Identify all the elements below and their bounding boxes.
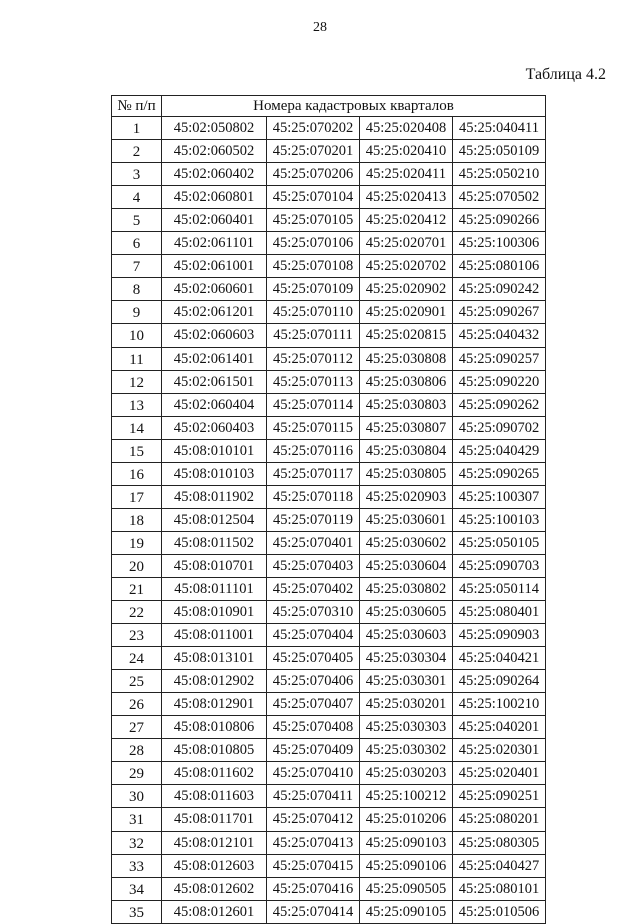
cadastral-number-cell: 45:25:080305 bbox=[453, 831, 546, 854]
cadastral-number-cell: 45:25:020901 bbox=[360, 301, 453, 324]
cadastral-number-cell: 45:25:090262 bbox=[453, 393, 546, 416]
cadastral-number-cell: 45:25:070110 bbox=[267, 301, 360, 324]
cadastral-number-cell: 45:02:060403 bbox=[162, 416, 267, 439]
cadastral-number-cell: 45:25:070118 bbox=[267, 485, 360, 508]
table-header-row bbox=[112, 96, 546, 117]
cadastral-number-cell: 45:25:020902 bbox=[360, 278, 453, 301]
cadastral-number-cell: 45:25:070416 bbox=[267, 877, 360, 900]
row-index: 34 bbox=[112, 877, 162, 900]
row-index: 10 bbox=[112, 324, 162, 347]
table-row bbox=[112, 739, 546, 762]
row-index: 35 bbox=[112, 900, 162, 923]
cadastral-number-cell: 45:08:012504 bbox=[162, 508, 267, 531]
cadastral-number-cell: 45:25:030808 bbox=[360, 347, 453, 370]
cadastral-number-cell: 45:25:070117 bbox=[267, 462, 360, 485]
row-index: 6 bbox=[112, 232, 162, 255]
cadastral-number-cell: 45:25:040427 bbox=[453, 854, 546, 877]
cadastral-number-cell: 45:25:090105 bbox=[360, 900, 453, 923]
cadastral-number-cell: 45:25:090103 bbox=[360, 831, 453, 854]
cadastral-number-cell: 45:25:090267 bbox=[453, 301, 546, 324]
cadastral-number-cell: 45:25:100210 bbox=[453, 693, 546, 716]
row-index: 17 bbox=[112, 485, 162, 508]
cadastral-number-cell: 45:25:080201 bbox=[453, 808, 546, 831]
cadastral-number-cell: 45:25:040429 bbox=[453, 439, 546, 462]
table-row bbox=[112, 209, 546, 232]
cadastral-number-cell: 45:02:061101 bbox=[162, 232, 267, 255]
cadastral-number-cell: 45:25:030601 bbox=[360, 508, 453, 531]
cadastral-number-cell: 45:25:020702 bbox=[360, 255, 453, 278]
table-row bbox=[112, 601, 546, 624]
cadastral-number-cell: 45:25:010206 bbox=[360, 808, 453, 831]
cadastral-number-cell: 45:25:020408 bbox=[360, 117, 453, 140]
cadastral-number-cell: 45:25:070409 bbox=[267, 739, 360, 762]
table-row bbox=[112, 301, 546, 324]
cadastral-number-cell: 45:25:020401 bbox=[453, 762, 546, 785]
cadastral-number-cell: 45:25:070413 bbox=[267, 831, 360, 854]
cadastral-number-cell: 45:25:090220 bbox=[453, 370, 546, 393]
cadastral-number-cell: 45:25:020413 bbox=[360, 186, 453, 209]
cadastral-number-cell: 45:02:061001 bbox=[162, 255, 267, 278]
cadastral-number-cell: 45:08:010103 bbox=[162, 462, 267, 485]
table-row bbox=[112, 140, 546, 163]
cadastral-number-cell: 45:25:030806 bbox=[360, 370, 453, 393]
table-row bbox=[112, 693, 546, 716]
cadastral-number-cell: 45:25:030602 bbox=[360, 531, 453, 554]
table-row bbox=[112, 854, 546, 877]
cadastral-number-cell: 45:25:070407 bbox=[267, 693, 360, 716]
table-row bbox=[112, 762, 546, 785]
row-index: 13 bbox=[112, 393, 162, 416]
cadastral-number-cell: 45:08:012602 bbox=[162, 877, 267, 900]
table-row bbox=[112, 624, 546, 647]
row-index: 15 bbox=[112, 439, 162, 462]
row-index: 32 bbox=[112, 831, 162, 854]
cadastral-number-cell: 45:08:012101 bbox=[162, 831, 267, 854]
cadastral-number-cell: 45:08:010701 bbox=[162, 554, 267, 577]
cadastral-number-cell: 45:08:011101 bbox=[162, 577, 267, 600]
row-index: 22 bbox=[112, 601, 162, 624]
cadastral-number-cell: 45:25:100306 bbox=[453, 232, 546, 255]
cadastral-number-cell: 45:08:011602 bbox=[162, 762, 267, 785]
cadastral-number-cell: 45:25:090257 bbox=[453, 347, 546, 370]
header-cadastral-numbers: Номера кадастровых кварталов bbox=[162, 96, 546, 117]
cadastral-number-cell: 45:25:070202 bbox=[267, 117, 360, 140]
row-index: 4 bbox=[112, 186, 162, 209]
row-index: 7 bbox=[112, 255, 162, 278]
table-row bbox=[112, 531, 546, 554]
cadastral-number-cell: 45:25:100307 bbox=[453, 485, 546, 508]
cadastral-number-cell: 45:25:070116 bbox=[267, 439, 360, 462]
cadastral-number-cell: 45:25:090505 bbox=[360, 877, 453, 900]
cadastral-number-cell: 45:25:070412 bbox=[267, 808, 360, 831]
cadastral-number-cell: 45:02:060402 bbox=[162, 163, 267, 186]
table-row bbox=[112, 554, 546, 577]
cadastral-number-cell: 45:08:011902 bbox=[162, 485, 267, 508]
cadastral-number-cell: 45:25:090251 bbox=[453, 785, 546, 808]
cadastral-number-cell: 45:25:070112 bbox=[267, 347, 360, 370]
cadastral-number-cell: 45:02:050802 bbox=[162, 117, 267, 140]
table-row bbox=[112, 508, 546, 531]
table-row bbox=[112, 900, 546, 923]
cadastral-number-cell: 45:25:070414 bbox=[267, 900, 360, 923]
cadastral-number-cell: 45:25:070206 bbox=[267, 163, 360, 186]
row-index: 27 bbox=[112, 716, 162, 739]
row-index: 12 bbox=[112, 370, 162, 393]
cadastral-number-cell: 45:08:010101 bbox=[162, 439, 267, 462]
table-row bbox=[112, 416, 546, 439]
cadastral-number-cell: 45:25:090702 bbox=[453, 416, 546, 439]
cadastral-number-cell: 45:25:040201 bbox=[453, 716, 546, 739]
cadastral-number-cell: 45:08:012603 bbox=[162, 854, 267, 877]
cadastral-number-cell: 45:25:070402 bbox=[267, 577, 360, 600]
row-index: 9 bbox=[112, 301, 162, 324]
row-index: 21 bbox=[112, 577, 162, 600]
cadastral-number-cell: 45:08:011701 bbox=[162, 808, 267, 831]
row-index: 19 bbox=[112, 531, 162, 554]
cadastral-number-cell: 45:25:070411 bbox=[267, 785, 360, 808]
table-row bbox=[112, 370, 546, 393]
row-index: 30 bbox=[112, 785, 162, 808]
cadastral-number-cell: 45:25:070415 bbox=[267, 854, 360, 877]
cadastral-number-cell: 45:08:013101 bbox=[162, 647, 267, 670]
cadastral-number-cell: 45:25:030605 bbox=[360, 601, 453, 624]
cadastral-number-cell: 45:25:030807 bbox=[360, 416, 453, 439]
cadastral-number-cell: 45:25:050105 bbox=[453, 531, 546, 554]
row-index: 3 bbox=[112, 163, 162, 186]
cadastral-number-cell: 45:25:050109 bbox=[453, 140, 546, 163]
cadastral-number-cell: 45:25:090266 bbox=[453, 209, 546, 232]
cadastral-number-cell: 45:25:030604 bbox=[360, 554, 453, 577]
table-row bbox=[112, 877, 546, 900]
cadastral-number-cell: 45:25:090265 bbox=[453, 462, 546, 485]
page-number: 28 bbox=[313, 20, 327, 35]
cadastral-number-cell: 45:25:070201 bbox=[267, 140, 360, 163]
cadastral-number-cell: 45:25:070502 bbox=[453, 186, 546, 209]
cadastral-number-cell: 45:08:010901 bbox=[162, 601, 267, 624]
table-caption: Таблица 4.2 bbox=[525, 66, 606, 83]
cadastral-number-cell: 45:25:070119 bbox=[267, 508, 360, 531]
cadastral-number-cell: 45:25:070111 bbox=[267, 324, 360, 347]
cadastral-number-cell: 45:25:050210 bbox=[453, 163, 546, 186]
cadastral-number-cell: 45:25:030803 bbox=[360, 393, 453, 416]
cadastral-number-cell: 45:02:060601 bbox=[162, 278, 267, 301]
cadastral-number-cell: 45:02:060404 bbox=[162, 393, 267, 416]
table-row bbox=[112, 462, 546, 485]
cadastral-number-cell: 45:02:061201 bbox=[162, 301, 267, 324]
row-index: 5 bbox=[112, 209, 162, 232]
cadastral-number-cell: 45:08:011502 bbox=[162, 531, 267, 554]
cadastral-number-cell: 45:25:040432 bbox=[453, 324, 546, 347]
row-index: 26 bbox=[112, 693, 162, 716]
cadastral-number-cell: 45:25:070109 bbox=[267, 278, 360, 301]
cadastral-number-cell: 45:08:011603 bbox=[162, 785, 267, 808]
cadastral-number-cell: 45:25:080106 bbox=[453, 255, 546, 278]
row-index: 24 bbox=[112, 647, 162, 670]
table-row bbox=[112, 808, 546, 831]
cadastral-number-cell: 45:25:070106 bbox=[267, 232, 360, 255]
cadastral-number-cell: 45:25:100103 bbox=[453, 508, 546, 531]
row-index: 31 bbox=[112, 808, 162, 831]
cadastral-number-cell: 45:25:070408 bbox=[267, 716, 360, 739]
table-row bbox=[112, 186, 546, 209]
cadastral-number-cell: 45:25:070403 bbox=[267, 554, 360, 577]
cadastral-number-cell: 45:02:061401 bbox=[162, 347, 267, 370]
row-index: 18 bbox=[112, 508, 162, 531]
cadastral-number-cell: 45:08:012601 bbox=[162, 900, 267, 923]
cadastral-number-cell: 45:25:020301 bbox=[453, 739, 546, 762]
cadastral-table bbox=[111, 95, 546, 924]
row-index: 23 bbox=[112, 624, 162, 647]
cadastral-number-cell: 45:08:012902 bbox=[162, 670, 267, 693]
table-row bbox=[112, 716, 546, 739]
row-index: 28 bbox=[112, 739, 162, 762]
row-index: 14 bbox=[112, 416, 162, 439]
row-index: 11 bbox=[112, 347, 162, 370]
cadastral-number-cell: 45:25:070115 bbox=[267, 416, 360, 439]
row-index: 1 bbox=[112, 117, 162, 140]
cadastral-number-cell: 45:25:070404 bbox=[267, 624, 360, 647]
cadastral-number-cell: 45:25:020815 bbox=[360, 324, 453, 347]
cadastral-number-cell: 45:25:030805 bbox=[360, 462, 453, 485]
cadastral-number-cell: 45:08:010805 bbox=[162, 739, 267, 762]
cadastral-number-cell: 45:25:030804 bbox=[360, 439, 453, 462]
cadastral-number-cell: 45:02:060801 bbox=[162, 186, 267, 209]
cadastral-number-cell: 45:25:020412 bbox=[360, 209, 453, 232]
cadastral-number-cell: 45:25:030802 bbox=[360, 577, 453, 600]
row-index: 33 bbox=[112, 854, 162, 877]
table-row bbox=[112, 670, 546, 693]
cadastral-number-cell: 45:25:090106 bbox=[360, 854, 453, 877]
table-row bbox=[112, 324, 546, 347]
cadastral-number-cell: 45:25:070410 bbox=[267, 762, 360, 785]
table-row bbox=[112, 232, 546, 255]
cadastral-number-cell: 45:02:061501 bbox=[162, 370, 267, 393]
cadastral-number-cell: 45:25:070310 bbox=[267, 601, 360, 624]
cadastral-number-cell: 45:25:030302 bbox=[360, 739, 453, 762]
cadastral-number-cell: 45:25:040421 bbox=[453, 647, 546, 670]
table-row bbox=[112, 163, 546, 186]
cadastral-number-cell: 45:25:080101 bbox=[453, 877, 546, 900]
table-row bbox=[112, 393, 546, 416]
cadastral-number-cell: 45:25:030303 bbox=[360, 716, 453, 739]
cadastral-number-cell: 45:08:011001 bbox=[162, 624, 267, 647]
cadastral-number-cell: 45:25:090264 bbox=[453, 670, 546, 693]
table-row bbox=[112, 485, 546, 508]
cadastral-number-cell: 45:25:010506 bbox=[453, 900, 546, 923]
cadastral-number-cell: 45:08:012901 bbox=[162, 693, 267, 716]
cadastral-number-cell: 45:25:030603 bbox=[360, 624, 453, 647]
cadastral-number-cell: 45:25:080401 bbox=[453, 601, 546, 624]
cadastral-number-cell: 45:25:090242 bbox=[453, 278, 546, 301]
row-index: 29 bbox=[112, 762, 162, 785]
table-row bbox=[112, 439, 546, 462]
cadastral-number-cell: 45:25:070406 bbox=[267, 670, 360, 693]
cadastral-number-cell: 45:25:050114 bbox=[453, 577, 546, 600]
cadastral-number-cell: 45:25:070405 bbox=[267, 647, 360, 670]
cadastral-number-cell: 45:25:070113 bbox=[267, 370, 360, 393]
row-index: 8 bbox=[112, 278, 162, 301]
row-index: 2 bbox=[112, 140, 162, 163]
header-index: № п/п bbox=[112, 96, 162, 117]
table-row bbox=[112, 577, 546, 600]
cadastral-number-cell: 45:25:040411 bbox=[453, 117, 546, 140]
cadastral-number-cell: 45:02:060401 bbox=[162, 209, 267, 232]
cadastral-number-cell: 45:25:030203 bbox=[360, 762, 453, 785]
cadastral-number-cell: 45:25:070104 bbox=[267, 186, 360, 209]
table-row bbox=[112, 347, 546, 370]
cadastral-number-cell: 45:25:030201 bbox=[360, 693, 453, 716]
table-row bbox=[112, 647, 546, 670]
cadastral-number-cell: 45:25:030304 bbox=[360, 647, 453, 670]
cadastral-number-cell: 45:02:060502 bbox=[162, 140, 267, 163]
table-row bbox=[112, 278, 546, 301]
cadastral-number-cell: 45:08:010806 bbox=[162, 716, 267, 739]
row-index: 16 bbox=[112, 462, 162, 485]
row-index: 20 bbox=[112, 554, 162, 577]
table-row bbox=[112, 255, 546, 278]
cadastral-number-cell: 45:02:060603 bbox=[162, 324, 267, 347]
table-row bbox=[112, 117, 546, 140]
cadastral-number-cell: 45:25:070114 bbox=[267, 393, 360, 416]
cadastral-number-cell: 45:25:020411 bbox=[360, 163, 453, 186]
cadastral-number-cell: 45:25:090703 bbox=[453, 554, 546, 577]
cadastral-number-cell: 45:25:070108 bbox=[267, 255, 360, 278]
cadastral-number-cell: 45:25:020410 bbox=[360, 140, 453, 163]
table-row bbox=[112, 831, 546, 854]
cadastral-number-cell: 45:25:100212 bbox=[360, 785, 453, 808]
cadastral-number-cell: 45:25:020701 bbox=[360, 232, 453, 255]
cadastral-number-cell: 45:25:020903 bbox=[360, 485, 453, 508]
table-row bbox=[112, 785, 546, 808]
cadastral-number-cell: 45:25:070401 bbox=[267, 531, 360, 554]
cadastral-number-cell: 45:25:070105 bbox=[267, 209, 360, 232]
cadastral-number-cell: 45:25:090903 bbox=[453, 624, 546, 647]
row-index: 25 bbox=[112, 670, 162, 693]
cadastral-number-cell: 45:25:030301 bbox=[360, 670, 453, 693]
table-body bbox=[112, 117, 546, 924]
